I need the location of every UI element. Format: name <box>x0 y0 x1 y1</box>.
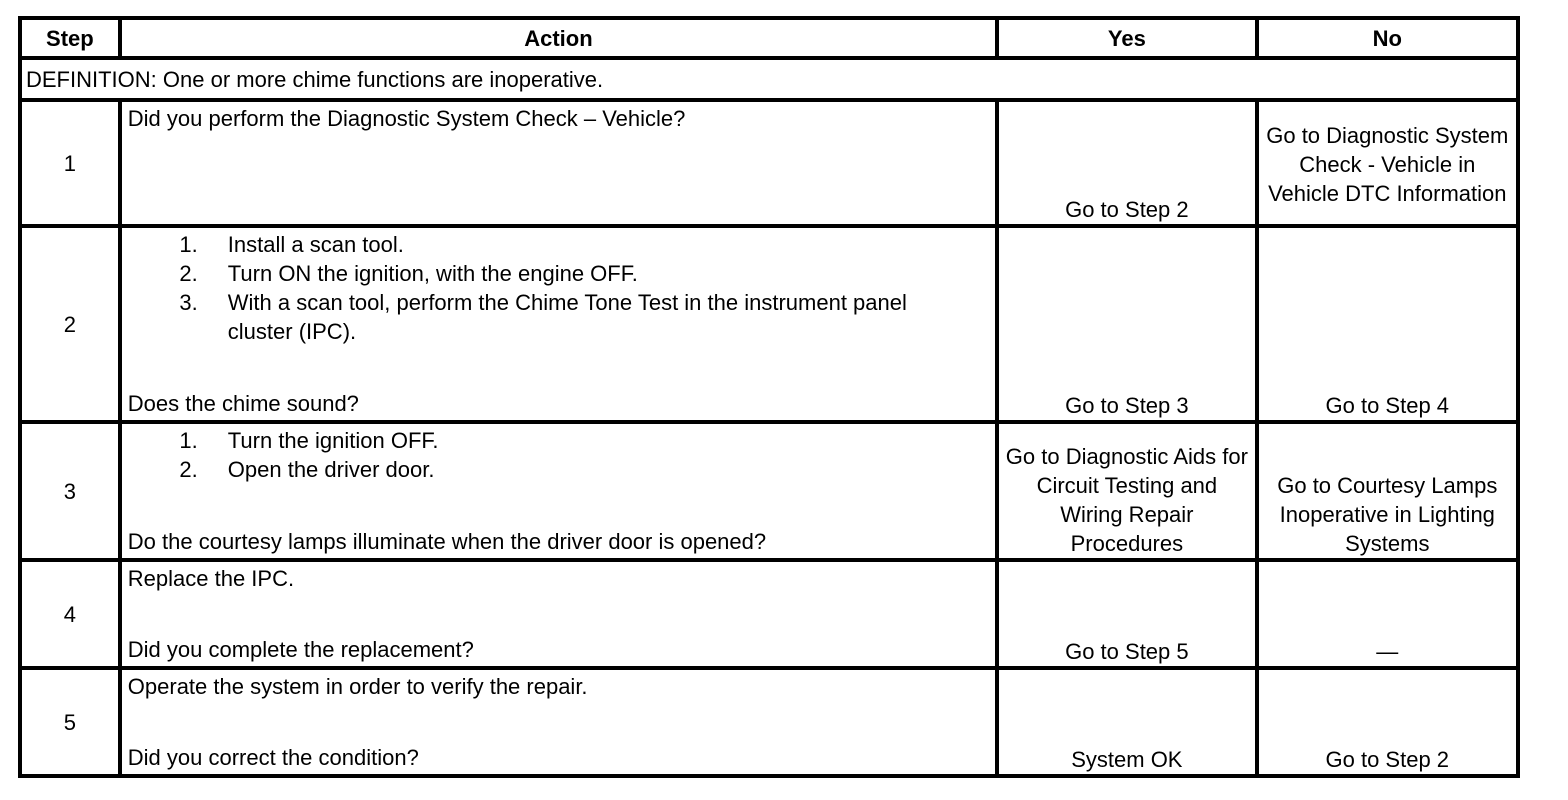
yes-cell: System OK <box>997 668 1256 776</box>
no-cell: Go to Step 4 <box>1257 226 1518 422</box>
table-row <box>20 422 1518 560</box>
action-cell <box>120 668 997 776</box>
item-number: 2. <box>179 261 198 286</box>
yes-cell: Go to Step 3 <box>997 226 1256 422</box>
action-text: Did you perform the Diagnostic System Check – Vehicle? <box>127 106 686 131</box>
action-text: Replace the IPC. <box>127 566 295 591</box>
step-number: 2 <box>20 226 120 422</box>
action-cell <box>120 100 997 226</box>
diagnostic-table <box>18 16 1520 778</box>
action-question: Did you correct the condition? <box>127 745 419 770</box>
table-row <box>20 226 1518 422</box>
table-row <box>20 560 1518 668</box>
action-cell <box>120 422 997 560</box>
action-question: Do the courtesy lamps illuminate when the driver door is opened? <box>127 529 767 554</box>
item-text: Install a scan tool. <box>227 232 404 257</box>
definition-row <box>20 58 1518 100</box>
item-number: 1. <box>179 232 198 257</box>
step-number: 4 <box>20 560 120 668</box>
step-number: 5 <box>20 668 120 776</box>
action-text: Operate the system in order to verify the repair. <box>127 674 588 699</box>
item-number: 1. <box>179 428 198 453</box>
item-number: 2. <box>179 457 198 482</box>
list-item <box>128 455 989 484</box>
action-question: Does the chime sound? <box>127 391 359 416</box>
header-action: Action <box>120 18 997 58</box>
item-text: Turn the ignition OFF. <box>227 428 439 453</box>
item-text: Open the driver door. <box>227 457 435 482</box>
no-cell: Go to Step 2 <box>1257 668 1518 776</box>
no-cell: Go to Courtesy Lamps Inoperative in Lighting Systems <box>1257 422 1518 560</box>
yes-cell: Go to Step 5 <box>997 560 1256 668</box>
no-cell: — <box>1257 560 1518 668</box>
table-row <box>20 100 1518 226</box>
list-item <box>128 288 989 346</box>
header-row <box>20 18 1518 58</box>
action-question: Did you complete the replacement? <box>127 637 474 662</box>
header-yes: Yes <box>997 18 1256 58</box>
yes-cell: Go to Step 2 <box>997 100 1256 226</box>
item-text: With a scan tool, perform the Chime Tone Test in the instrument panel cluster (IPC). <box>227 290 907 344</box>
action-cell <box>120 226 997 422</box>
action-cell <box>120 560 997 668</box>
action-steps-list <box>128 230 989 346</box>
list-item <box>128 259 989 288</box>
list-item <box>128 426 989 455</box>
list-item <box>128 230 989 259</box>
action-steps-list <box>128 426 989 484</box>
yes-cell: Go to Diagnostic Aids for Circuit Testing and Wiring Repair Procedures <box>997 422 1256 560</box>
item-text: Turn ON the ignition, with the engine OFF. <box>227 261 638 286</box>
step-number: 1 <box>20 100 120 226</box>
header-no: No <box>1257 18 1518 58</box>
definition-text: DEFINITION: One or more chime functions are inoperative. <box>20 58 1518 100</box>
header-step: Step <box>20 18 120 58</box>
step-number: 3 <box>20 422 120 560</box>
no-cell: Go to Diagnostic System Check - Vehicle in Vehicle DTC Information <box>1257 100 1518 226</box>
table-row <box>20 668 1518 776</box>
item-number: 3. <box>179 290 198 315</box>
